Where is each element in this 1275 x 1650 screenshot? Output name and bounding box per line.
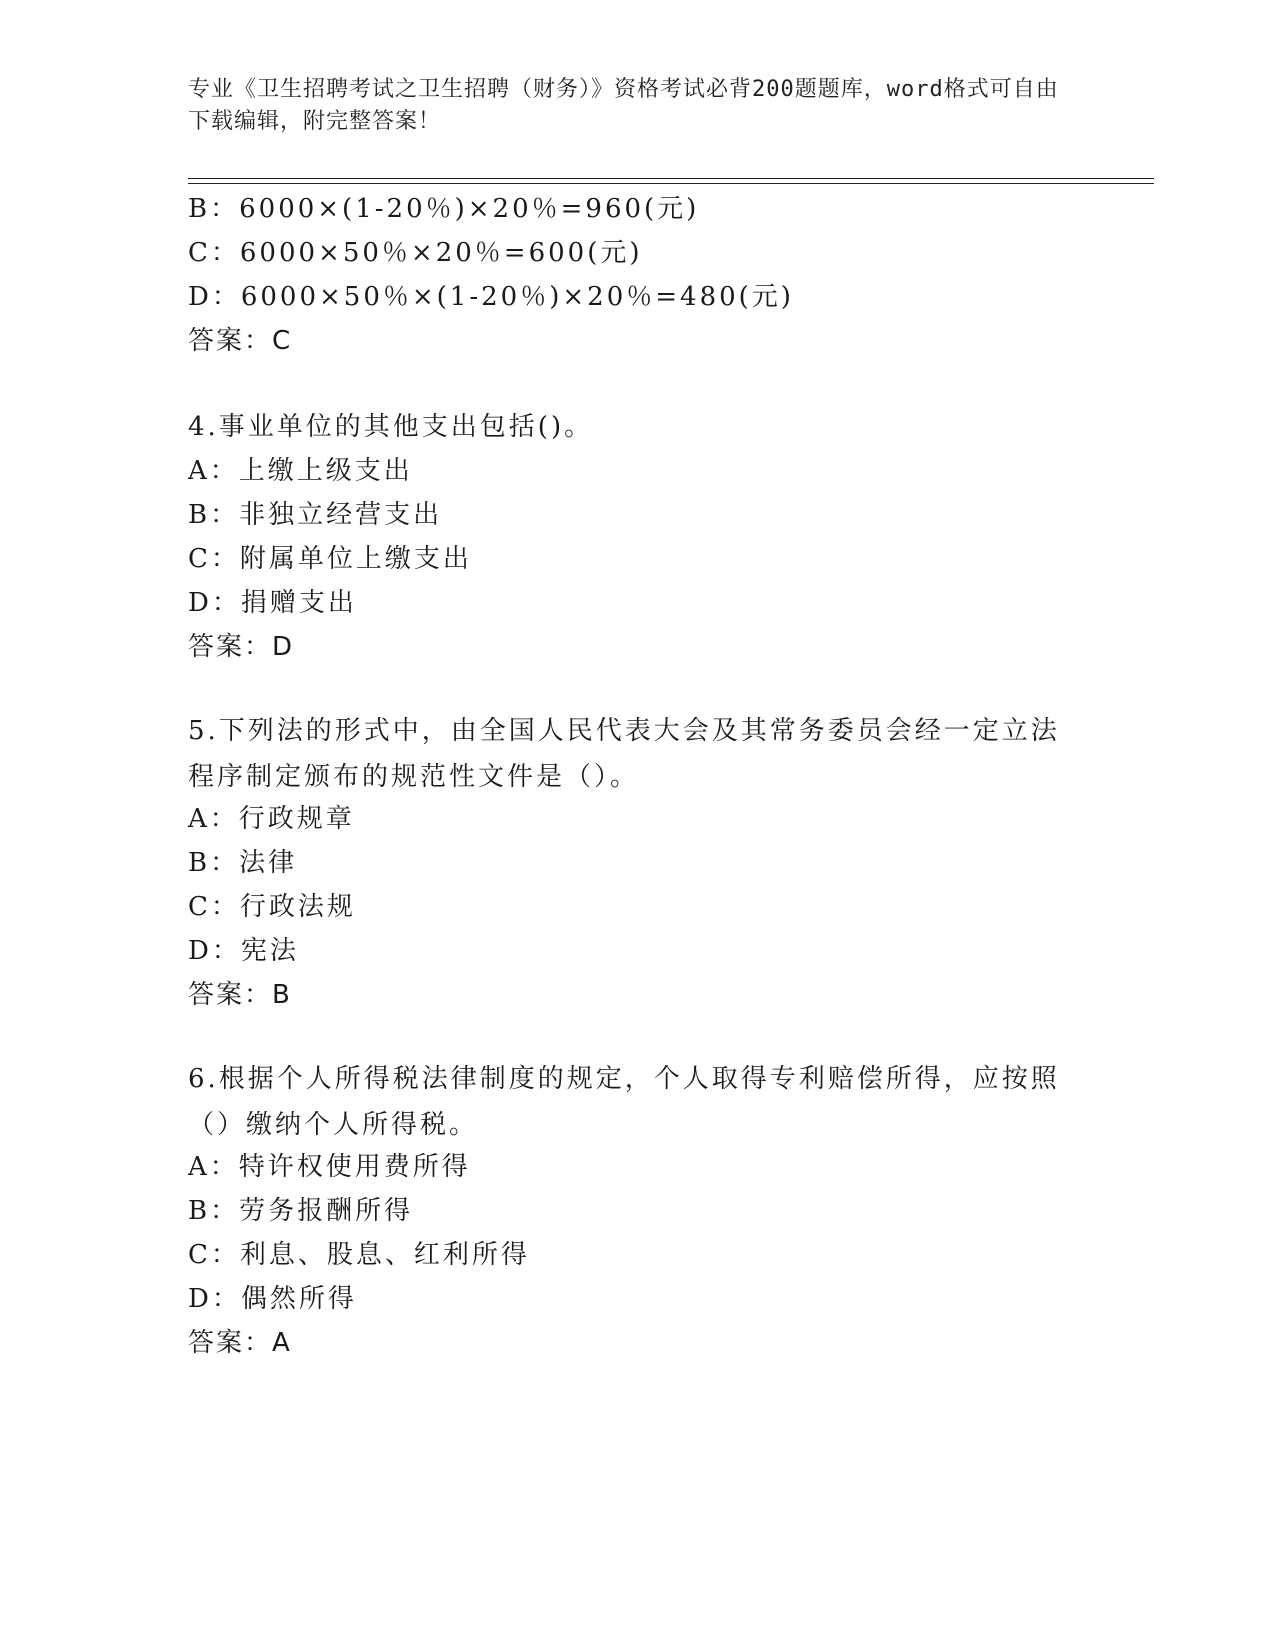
q3-option-b: B：6000×(1-20％)×20％=960(元) xyxy=(188,194,700,224)
header-divider-bottom xyxy=(188,183,1154,184)
q5-option-a: A：行政规章 xyxy=(188,804,355,834)
q5-option-d: D：宪法 xyxy=(188,936,299,966)
q3-option-c: C：6000×50％×20％=600(元) xyxy=(188,238,643,268)
q3-answer: 答案：C xyxy=(188,326,293,356)
q5-option-c: C：行政法规 xyxy=(188,892,356,922)
q6-option-d: D：偶然所得 xyxy=(188,1284,357,1314)
document-header: 专业《卫生招聘考试之卫生招聘（财务）》资格考试必背200题题库，word格式可自由下载编辑，附完整答案！ xyxy=(188,77,1059,134)
q4-option-a: A：上缴上级支出 xyxy=(188,456,413,486)
q5-stem: 5.下列法的形式中，由全国人民代表大会及其常务委员会经一定立法程序制定颁布的规范性文件是（）。 xyxy=(188,716,1060,792)
q4-option-d: D：捐赠支出 xyxy=(188,588,357,618)
q6-stem: 6.根据个人所得税法律制度的规定，个人取得专利赔偿所得，应按照（）缴纳个人所得税。 xyxy=(188,1064,1060,1140)
q6-answer: 答案：A xyxy=(188,1328,292,1358)
q4-answer: 答案：D xyxy=(188,632,295,662)
q4-option-b: B：非独立经营支出 xyxy=(188,500,443,530)
q4-stem: 4.事业单位的其他支出包括()。 xyxy=(188,412,594,442)
q5-option-b: B：法律 xyxy=(188,848,298,878)
q6-option-a: A：特许权使用费所得 xyxy=(188,1152,471,1182)
q6-option-b: B：劳务报酬所得 xyxy=(188,1196,414,1226)
q4-option-c: C：附属单位上缴支出 xyxy=(188,544,472,574)
header-divider-top xyxy=(188,178,1154,179)
q3-option-d: D：6000×50％×(1-20％)×20％=480(元) xyxy=(188,282,794,312)
q6-option-c: C：利息、股息、红利所得 xyxy=(188,1240,530,1270)
q5-answer: 答案：B xyxy=(188,980,292,1010)
